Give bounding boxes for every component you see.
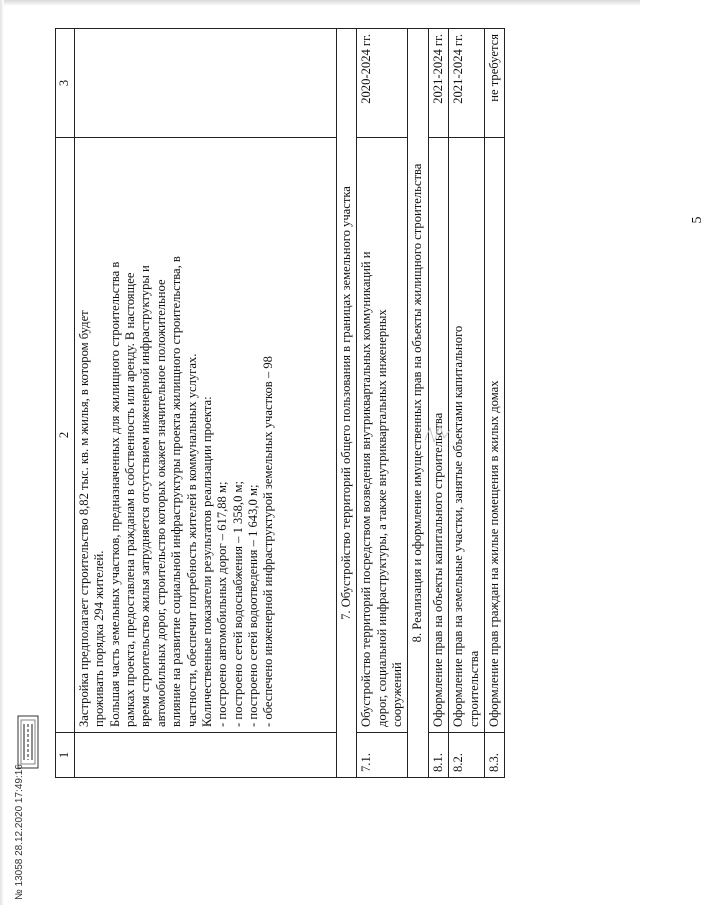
intro-text-cell <box>75 138 337 733</box>
intro-line: - обеспечено инженерной инфраструктурой земельных участков – 98 <box>261 356 276 727</box>
row-description <box>484 138 504 733</box>
row-number: 7.1. <box>357 733 408 778</box>
row-period: 2020-2024 гг. <box>357 29 408 138</box>
row-line: сооружений <box>390 662 405 727</box>
section-8-title: 8. Реализация и оформление имущественных прав на объекты жилищного строительства <box>408 29 428 778</box>
intro-line: Большая часть земельных участков, предназначенных для жилищного строительства в <box>107 261 122 727</box>
row-line: Оформление прав на земельные участки, занятые объектами капитального <box>451 325 466 727</box>
page-number: 5 <box>690 216 705 224</box>
intro-row <box>75 29 337 778</box>
header-col-3: 3 <box>56 29 75 138</box>
row-number: 8.1. <box>428 733 448 778</box>
scan-shadow-left <box>0 0 4 905</box>
section-8-heading-row <box>408 29 428 778</box>
row-number: 8.2. <box>449 733 485 778</box>
row-line: Оформление прав граждан на жилые помещения в жилых домах <box>486 380 501 727</box>
intro-line: Количественные показатели результатов реализации проекта: <box>199 396 214 727</box>
row-line: Обустройство территорий посредством возведения внутриквартальных коммуникаций и <box>359 251 374 727</box>
row-period: 2021-2024 гг. <box>449 29 485 138</box>
intro-period-cell <box>75 29 337 138</box>
intro-line: Застройка предполагает строительство 8,82 тыс. кв. м жилья, в котором будет <box>77 310 91 727</box>
scan-shadow-top <box>0 0 640 6</box>
row-number: 8.3. <box>484 733 504 778</box>
row-line: дорог, социальной инфраструктуры, а также внутриквартальных инженерных <box>374 309 389 727</box>
intro-line: - построено сетей водоотведения – 1 643,0 м; <box>245 484 260 727</box>
table-row <box>484 29 504 778</box>
document-page <box>55 28 585 778</box>
row-period: 2021-2024 гг. <box>428 29 448 138</box>
intro-line: время строительство жилья затрудняется отсутствием инженерной инфраструктуры и <box>138 265 153 727</box>
header-col-1: 1 <box>56 733 75 778</box>
scan-smudge-icon <box>420 420 460 450</box>
intro-line: частности, обеспечит потребность жителей в коммунальных услугах. <box>184 353 199 727</box>
row-period: не требуется <box>484 29 504 138</box>
row-line: строительства <box>466 650 481 727</box>
intro-line: проживать порядка 294 жителей. <box>92 550 107 727</box>
registration-stamp-text: № 13058 28.12.2020 17:49:16 <box>14 764 25 900</box>
intro-line: влияние на развитие социальной инфраструктуры проекта жилищного строительства, в <box>169 256 184 727</box>
table-header-row <box>56 29 75 778</box>
table-row <box>449 29 485 778</box>
table-row <box>428 29 448 778</box>
intro-line: - построено автомобильных дорог – 617,88 м; <box>215 481 230 727</box>
document-table <box>55 28 505 778</box>
intro-line: - построено сетей водоснабжения – 1 358,0 м; <box>230 481 245 727</box>
section-7-heading-row <box>337 29 357 778</box>
row-description <box>357 138 408 733</box>
section-7-title: 7. Обустройство территорий общего пользования в границах земельного участка <box>337 29 357 778</box>
header-col-2: 2 <box>56 138 75 733</box>
intro-line: рамках проекта, предоставлена гражданам в собственность или аренду. В настоящее <box>123 272 138 727</box>
intro-line: автомобильных дорог, строительство которых окажет значительное положительное <box>153 279 168 727</box>
intro-num-cell <box>75 733 337 778</box>
row-line: Оформление прав на объекты капитального строительства <box>430 412 445 727</box>
table-row <box>357 29 408 778</box>
